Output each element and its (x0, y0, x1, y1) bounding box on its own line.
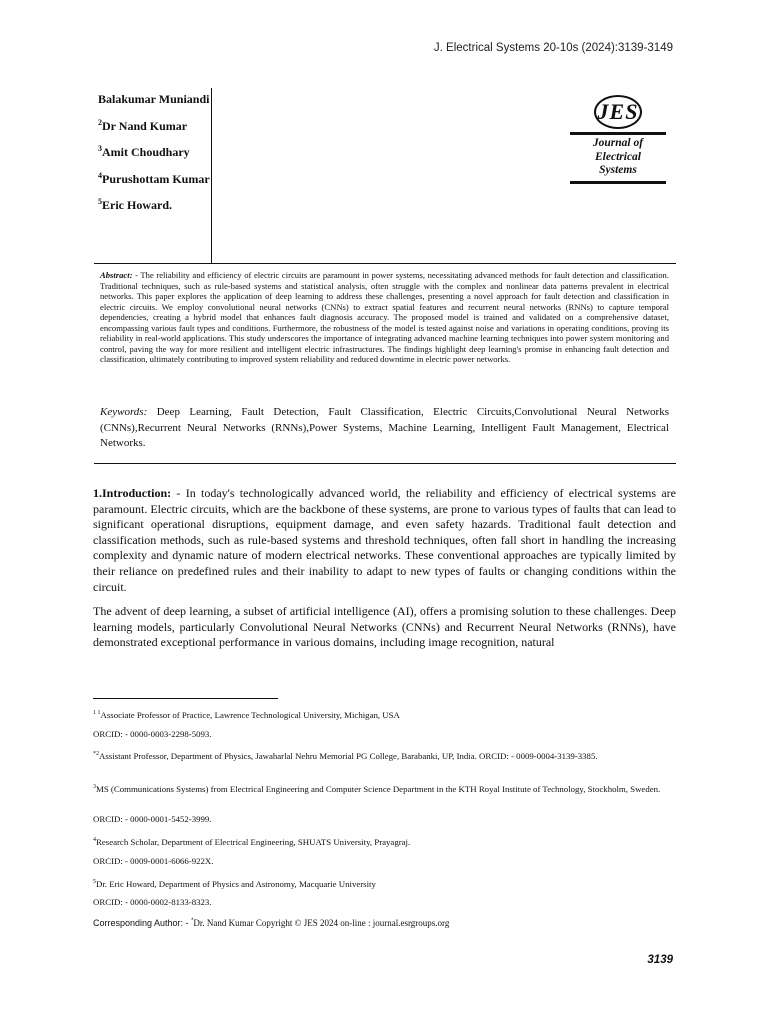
footnote-3-orcid: ORCID: - 0000-0001-5452-3999. (93, 814, 212, 824)
keywords-bottom-rule (94, 463, 676, 464)
logo-top-rule (570, 132, 666, 135)
page-number: 3139 (647, 954, 673, 966)
footnote-5: $^5$Dr. Eric Howard, Department of Physics and Astronomy, Macquarie University (93, 878, 376, 889)
section-heading: 1.Introduction: (93, 486, 172, 500)
footnote-3: $^3$MS (Communications Systems) from Electrical Engineering and Computer Science Department in the KTH Royal Institute of Technology, Stockholm, Sweden. (93, 783, 661, 794)
footnote-5-orcid: ORCID: - 0000-0002-8133-8323. (93, 897, 212, 907)
author-list (98, 88, 212, 263)
author-5: $^5$Eric Howard. (98, 197, 172, 212)
journal-reference: J. Electrical Systems 20-10s (2024):3139-3149 (433, 42, 673, 54)
journal-logo (570, 95, 666, 187)
keywords-text: Deep Learning, Fault Detection, Fault Classification, Electric Circuits,Convolutional Neural Networks (CNNs),Recurrent Neural Networks (RNNs),Power Systems, Machine Learning, Intelligent Fault Management, Electrical Networks. (100, 406, 669, 449)
abstract (100, 270, 669, 365)
footnote-separator (93, 698, 278, 699)
author-1: Balakumar Muniandi (98, 92, 210, 106)
logo-journal-name: Journal of Electrical Systems (592, 137, 644, 176)
body-paragraph: The advent of deep learning, a subset of artificial intelligence (AI), offers a promising solution to these challenges. Deep learning models, particularly Convolutional Neural Networks (CNNs) and Recurrent Neural Networks (RNNs), have demonstrated exceptional performance in various domains, including image recognition, natural (93, 604, 676, 650)
footnote-1-orcid: ORCID: - 0000-0003-2298-5093. (93, 729, 212, 739)
author-2: $^2$Dr Nand Kumar (98, 117, 188, 133)
abstract-label: Abstract: (100, 270, 133, 280)
author-3: $^3$Amit Choudhary (98, 144, 190, 159)
corresponding-author: Corresponding Author: - *Dr. Nand Kumar Copyright © JES 2024 on-line : journal.esrgroups.org (93, 918, 450, 928)
footnote-4: $^4$Research Scholar, Department of Electrical Engineering, SHUATS University, Prayagraj. (93, 836, 411, 847)
introduction-paragraph: 1.Introduction: - In today's technologically advanced world, the reliability and efficiency of electrical systems are paramount. Electric circuits, which are the backbone of these systems, are prone to various types of faults that can lead to significant operational disruptions, equipment damage, and even safety hazards. Traditional fault detection and classification methods, such as rule-based systems and threshold techniques, often fall short in handling the increasing complexity and dynamic nature of modern electrical networks. These conventional approaches are typically limited by their reliance on predefined rules and their inability to adapt to new types of faults or changing conditions within the circuit. (93, 486, 676, 594)
logo-abbreviation: JES (597, 99, 639, 124)
footnote-4-orcid: ORCID: - 0009-0001-6066-922X. (93, 856, 214, 866)
footnote-1: $^{1 1}$Associate Professor of Practice, Lawrence Technological University, Michigan, USA (93, 709, 400, 720)
footnote-2: $^{*2}$Assistant Professor, Department of Physics, Jawaharlal Nehru Memorial PG College, Barabanki, UP, India. ORCID: - 0009-0004-3139-3385. (93, 750, 598, 761)
abstract-text: - The reliability and efficiency of electric circuits are paramount in power systems, necessitating advanced methods for fault detection and classification. Traditional techniques, such as rule-based systems and statistical analysis, often struggle with the complex and nonlinear data patterns prevalent in electrical networks. This paper explores the application of deep learning to address these challenges, presenting a novel approach for fault detection and classification in electric circuits. We employ convolutional neural networks (CNNs) to extract spatial features and recurrent neural networks (RNNs) to capture temporal dependencies, creating a hybrid model that enhances fault diagnosis accuracy. The proposed model is trained and validated on a comprehensive dataset, encompassing various fault types and conditions. Furthermore, the robustness of the model is tested against noise and variations in operating conditions, proving its reliability in real-world applications. This study underscores the importance of integrating advanced machine learning techniques into power system monitoring and control, paving the way for more resilient and intelligent electric infrastructures. The findings highlight deep learning's promise in enhancing fault detection and classification, ultimately contributing to improved system reliability and reduced downtime in electric power networks. (100, 270, 669, 364)
author-4: $^4$Purushottam Kumar (98, 170, 210, 186)
keywords-label: Keywords: (100, 406, 148, 418)
abstract-top-rule (94, 263, 676, 264)
logo-bottom-rule (570, 181, 666, 184)
keywords (100, 405, 669, 452)
